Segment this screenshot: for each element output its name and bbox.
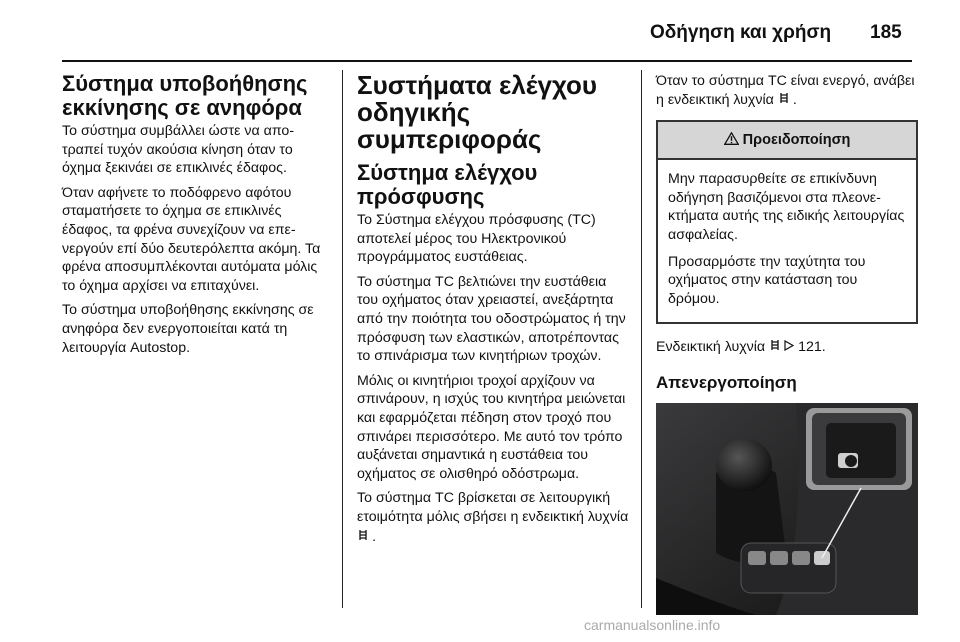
warning-paragraph: Μην παρασυρθείτε σε επικίνδυνη οδήγηση βασιζόμενοι στα πλεονεκτήματα αυτής της ειδικής λειτουργίας ασφαλείας. xyxy=(668,171,905,243)
traction-control-lamp-icon xyxy=(778,95,793,107)
header-divider xyxy=(62,60,912,62)
indicator-label: Ενδεικτική λυχνία xyxy=(656,339,766,356)
header-title: Οδήγηση και χρήση xyxy=(650,22,832,43)
paragraph-end: . xyxy=(372,528,377,545)
page-reference-arrow-icon xyxy=(784,339,798,355)
warning-paragraph: Προσαρμόστε την ταχύτητα του οχήματος στην κατάσταση του δρόμου. xyxy=(668,253,866,307)
section-heading-driving-control: Συστήματα ελέγχου οδηγικής συμπεριφοράς xyxy=(357,70,598,154)
warning-box xyxy=(656,120,918,324)
warning-triangle-icon xyxy=(724,132,743,148)
paragraph: Το σύστημα υποβοήθησης εκκίνησης σε ανηφόρα δεν ενεργοποιείται κατά τη λειτουργία Autostop. xyxy=(62,302,314,356)
paragraph-text: Όταν το σύστημα TC είναι ενεργό, ανάβει η ενδεικτική λυχνία xyxy=(656,73,915,108)
watermark: carmanualsonline.info xyxy=(584,617,721,633)
paragraph: Το σύστημα TC βελτιώνει την ευστάθεια του οχήματος όταν χρειαστεί, ανεξάρτητα από την ποιότητα του οδοστρώματος ή την πρόσφυση των ελαστικών, αποτρέποντας το σπινάρισμα των κινητήριων τροχών. xyxy=(357,273,626,365)
subheading-deactivation: Απενεργοποίηση xyxy=(656,372,797,392)
paragraph-text: Το σύστημα TC βρίσκεται σε λειτουργική ετοιμότητα μόλις σβήσει η ενδεικτική λυχνία xyxy=(357,490,629,525)
traction-control-lamp-icon xyxy=(769,342,784,354)
paragraph-end: . xyxy=(792,91,797,108)
subheading-traction-control: Σύστημα ελέγχου πρόσφυσης xyxy=(357,160,538,209)
page-header xyxy=(0,0,960,62)
column-2 xyxy=(357,72,629,553)
column-divider xyxy=(342,70,343,608)
column-3 xyxy=(656,72,918,615)
column-1 xyxy=(62,72,330,363)
paragraph: Το σύστημα συμβάλλει ώστε να αποτραπεί τυχόν ακούσια κίνηση όταν το όχημα ξεκινάει σε επικλινές έδαφος. xyxy=(62,123,295,177)
paragraph: Μόλις οι κινητήριοι τροχοί αρχίζουν να σπινάρουν, η ισχύς του κινητήρα μειώνεται και εφαρμόζεται πέδηση στον τροχό που σπινάρει περισσότερο. Με αυτό τον τρόπο αυξάνεται σημαντικά η ευστάθεια του οχήματος σε ολισθηρό οδόστρωμα. xyxy=(357,372,626,482)
column-divider xyxy=(641,70,642,608)
traction-control-lamp-icon xyxy=(357,532,372,544)
warning-body xyxy=(658,160,916,322)
paragraph: Όταν αφήνετε το ποδόφρενο αφότου σταματήσετε το όχημα σε επικλινές έδαφος, τα φρένα συνεχίζουν να επενεργούν επί δύο δευτερόλεπτα ακόμη. Τα φρένα αποσυμπλέκονται αυτόματα μόλις το όχημα αρχίσει να επιταχύνει. xyxy=(62,184,321,294)
section-heading-hill-start: Σύστημα υποβοήθησης εκκίνησης σε ανηφόρα xyxy=(62,71,308,120)
page-reference[interactable]: 121. xyxy=(798,339,826,356)
console-photo xyxy=(656,403,918,615)
paragraph xyxy=(357,489,629,547)
paragraph: Το Σύστημα ελέγχου πρόσφυσης (TC) αποτελεί μέρος του Ηλεκτρονικού προγράμματος ευστάθειας. xyxy=(357,212,596,266)
warning-title: Προειδοποίηση xyxy=(742,132,851,149)
warning-header xyxy=(658,122,916,160)
page-number: 185 xyxy=(870,22,902,43)
paragraph xyxy=(656,72,918,110)
indicator-reference xyxy=(656,338,918,358)
